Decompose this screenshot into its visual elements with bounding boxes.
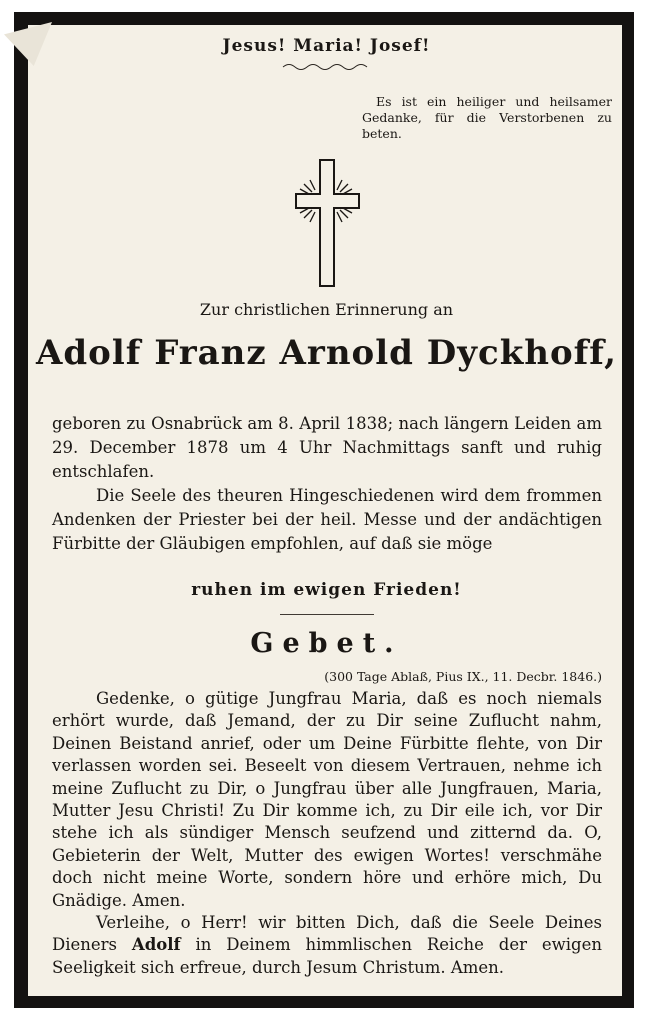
header-title: Jesus! Maria! Josef! <box>222 36 431 56</box>
biography-text: geboren zu Osnabrück am 8. April 1838; nach längern Leiden am 29. December 1878 um 4 Uhr Nachmittags sanft und ruhig entschlafen. <box>52 414 602 481</box>
closing-prayer-start: Verleihe, o Herr! wir bitten Dich, daß die Seele Deines Dieners <box>52 913 602 955</box>
soul-commendation-text: Die Seele des theuren Hingeschiedenen wird dem frommen Andenken der Priester bei der heil. Messe und der andächtigen Fürbitte der Gläubigen empfohlen, auf daß sie möge <box>52 486 602 553</box>
memorial-intro: Zur christlichen Erinnerung an <box>199 300 454 319</box>
squiggle-ornament-icon <box>281 62 373 72</box>
biography-block <box>52 412 602 556</box>
indulgence-note: (300 Tage Ablaß, Pius IX., 11. Decbr. 1846.) <box>324 669 602 684</box>
prayer-text: Gedenke, o gütige Jungfrau Maria, daß es noch niemals erhört wurde, daß Jemand, der zu Dir seine Zuflucht nahm, Deinen Beistand anrief, oder um Deine Fürbitte flehte, von Dir verlassen worden sei. Beseelt von diesem Vertrauen, nehme ich meine Zuflucht zu Dir, o Jungfrau über alle Jungfrauen, Maria, Mutter Jesu Christi! Zu Dir komme ich, zu Dir eile ich, vor Dir stehe ich als sündiger Mensch seufzend und zitternd da. O, Gebieterin der Welt, Mutter des ewigen Wortes! verschmähe doch nicht meine Worte, sondern höre und erhöre mich, Du Gnädige. Amen. <box>52 689 602 910</box>
cross-icon <box>292 158 364 290</box>
closing-prayer-end: in Deinem himmlischen Reiche der ewigen Seeligkeit sich erfreue, durch Jesum Christum. Amen. <box>52 935 603 977</box>
closing-prayer-name: Adolf <box>131 935 181 955</box>
prayer-title: Gebet. <box>250 628 403 659</box>
deceased-name: Adolf Franz Arnold Dyckhoff, <box>35 333 617 373</box>
prayer-block <box>52 688 602 979</box>
closing-prayer <box>52 912 602 979</box>
header-note: Es ist ein heiliger und heilsamer Gedanke, für die Verstorbenen zu beten. <box>362 94 612 141</box>
rest-in-peace-line: ruhen im ewigen Frieden! <box>191 580 462 600</box>
divider <box>280 614 374 615</box>
